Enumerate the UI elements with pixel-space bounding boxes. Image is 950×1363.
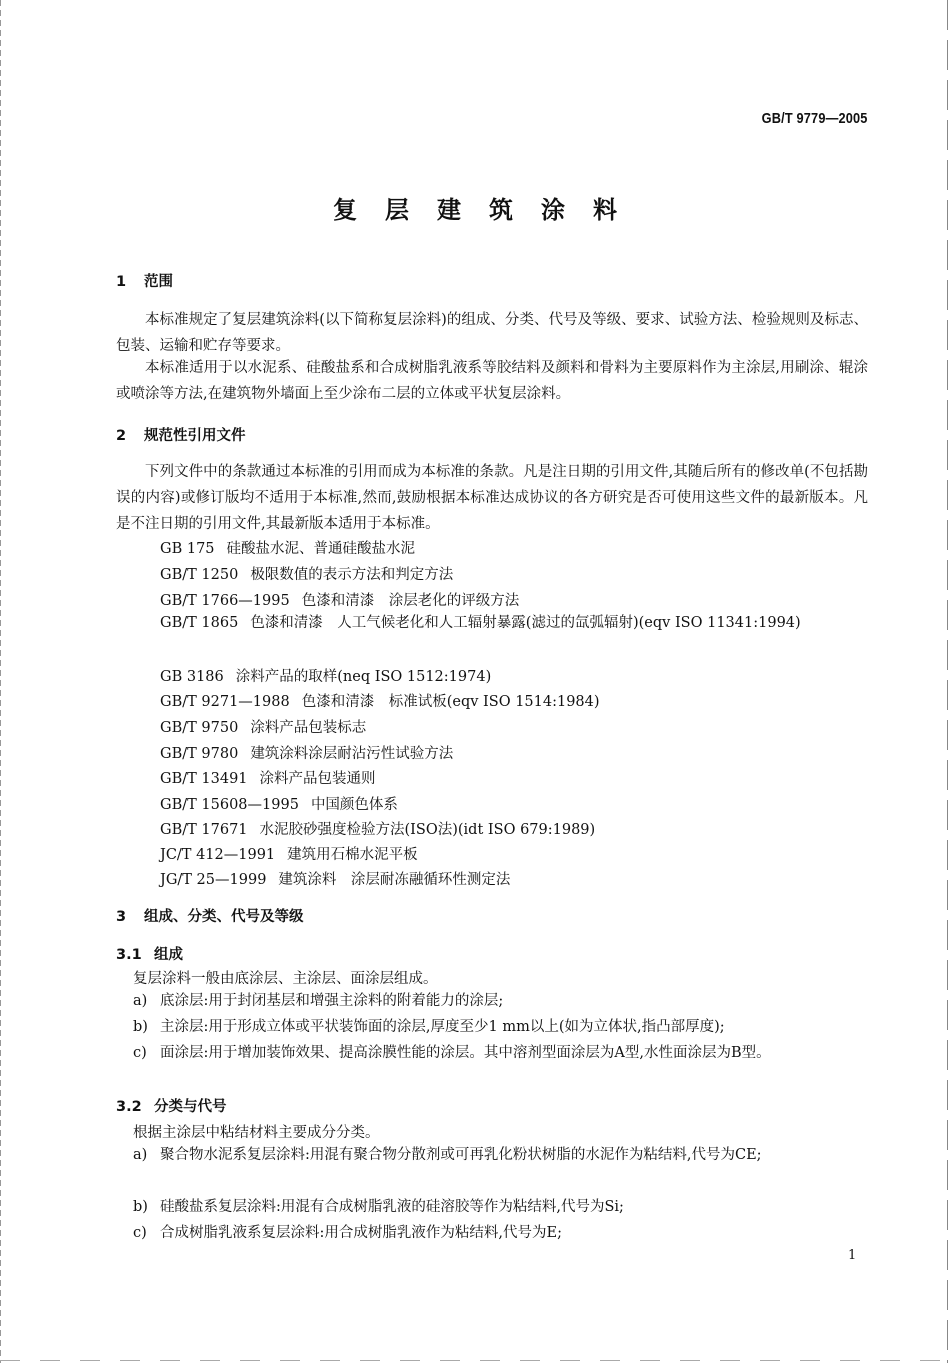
paragraph: 根据主涂层中粘结材料主要成分分类。	[133, 1125, 380, 1141]
reference-title: 色漆和清漆 标准试板(eqv ISO 1514:1984)	[301, 694, 600, 710]
reference-title: 色漆和清漆 人工气候老化和人工辐射暴露(滤过的氙弧辐射)(eqv ISO 11341:1994)	[250, 615, 801, 631]
list-label: c)	[133, 1045, 147, 1061]
reference-item	[160, 690, 600, 711]
reference-item	[116, 610, 868, 636]
subsection-number: 3.2	[116, 1099, 142, 1115]
reference-item	[160, 716, 366, 737]
paragraph: 本标准规定了复层建筑涂料(以下简称复层涂料)的组成、分类、代号及等级、要求、试验方法、检验规则及标志、包装、运输和贮存等要求。	[116, 312, 868, 354]
list-item	[133, 1194, 868, 1220]
list-text: 主涂层:用于形成立体或平状装饰面的涂层,厚度至少1 mm以上(如为立体状,指凸部厚度);	[160, 1019, 725, 1035]
list-text: 底涂层:用于封闭基层和增强主涂料的附着能力的涂层;	[160, 993, 504, 1009]
reference-code: JC/T 412—1991	[160, 847, 276, 863]
reference-item	[160, 868, 510, 889]
section-2-heading	[116, 424, 246, 445]
reference-code: GB/T 9271—1988	[160, 694, 290, 710]
reference-title: 水泥胶砂强度检验方法(ISO法)(idt ISO 679:1989)	[259, 822, 596, 838]
reference-item	[160, 742, 453, 763]
subsection-title: 分类与代号	[154, 1099, 227, 1115]
page-number: 1	[848, 1248, 857, 1263]
reference-code: GB/T 1865	[160, 615, 239, 631]
reference-code: GB/T 9780	[160, 746, 239, 762]
list-text: 聚合物水泥系复层涂料:用混有聚合物分散剂或可再乳化粉状树脂的水泥作为粘结料,代号为CE;	[160, 1147, 762, 1163]
section-number: 1	[116, 274, 127, 290]
section-title: 范围	[144, 274, 173, 290]
reference-code: GB/T 1250	[160, 567, 239, 583]
reference-code: JG/T 25—1999	[160, 872, 267, 888]
reference-title: 涂料产品包装标志	[250, 720, 367, 736]
list-text: 硅酸盐系复层涂料:用混有合成树脂乳液的硅溶胶等作为粘结料,代号为Si;	[160, 1199, 624, 1215]
subsection-title: 组成	[154, 947, 183, 963]
paragraph: 本标准适用于以水泥系、硅酸盐系和合成树脂乳液系等胶结料及颜料和骨料为主要原料作为主涂层,用刷涂、辊涂或喷涂等方法,在建筑物外墙面上至少涂布二层的立体或平状复层涂料。	[116, 360, 868, 402]
list-label: c)	[133, 1225, 147, 1241]
reference-title: 涂料产品的取样(neq ISO 1512:1974)	[235, 669, 492, 685]
reference-title: 极限数值的表示方法和判定方法	[250, 567, 454, 583]
reference-code: GB/T 9750	[160, 720, 239, 736]
document-title: 复层建筑涂料	[333, 196, 645, 224]
list-item	[133, 1220, 868, 1246]
reference-item	[160, 537, 415, 558]
subsection-number: 3.1	[116, 947, 142, 963]
reference-item	[160, 793, 398, 814]
reference-code: GB/T 15608—1995	[160, 797, 299, 813]
list-item	[133, 1040, 868, 1066]
reference-title: 建筑涂料涂层耐沾污性试验方法	[250, 746, 454, 762]
reference-item	[160, 589, 519, 610]
reference-item	[160, 665, 491, 686]
list-item	[133, 988, 868, 1014]
standard-code: GB/T 9779—2005	[762, 110, 868, 127]
list-item	[133, 1142, 868, 1168]
section-number: 3	[116, 909, 127, 925]
subsection-3-2-heading	[116, 1095, 227, 1116]
paragraph: 复层涂料一般由底涂层、主涂层、面涂层组成。	[133, 971, 438, 987]
section-number: 2	[116, 428, 127, 444]
section-1-heading	[116, 270, 173, 291]
list-label: b)	[133, 1019, 148, 1035]
list-label: a)	[133, 1147, 148, 1163]
scan-edge-bottom	[0, 1360, 950, 1361]
reference-code: GB 3186	[160, 669, 224, 685]
reference-item	[160, 767, 376, 788]
subsection-3-1-heading	[116, 943, 183, 964]
reference-item	[160, 818, 595, 839]
reference-title: 涂料产品包装通则	[259, 771, 376, 787]
reference-title: 建筑涂料 涂层耐冻融循环性测定法	[278, 872, 511, 888]
reference-code: GB/T 13491	[160, 771, 248, 787]
reference-title: 硅酸盐水泥、普通硅酸盐水泥	[226, 541, 416, 557]
paragraph: 下列文件中的条款通过本标准的引用而成为本标准的条款。凡是注日期的引用文件,其随后所有的修改单(不包括勘误的内容)或修订版均不适用于本标准,然而,鼓励根据本标准达成协议的各方研究是否可使用这些文件的最新版本。凡是不注日期的引用文件,其最新版本适用于本标准。	[116, 464, 868, 532]
section-title: 组成、分类、代号及等级	[144, 909, 304, 925]
reference-code: GB/T 17671	[160, 822, 248, 838]
reference-item	[160, 843, 418, 864]
reference-title: 色漆和清漆 涂层老化的评级方法	[301, 593, 520, 609]
reference-code: GB 175	[160, 541, 215, 557]
section-3-heading	[116, 905, 304, 926]
list-text: 合成树脂乳液系复层涂料:用合成树脂乳液作为粘结料,代号为E;	[160, 1225, 562, 1241]
reference-title: 中国颜色体系	[310, 797, 398, 813]
reference-code: GB/T 1766—1995	[160, 593, 290, 609]
section-title: 规范性引用文件	[144, 428, 246, 444]
list-label: b)	[133, 1199, 148, 1215]
list-label: a)	[133, 993, 148, 1009]
list-item	[133, 1014, 868, 1040]
reference-title: 建筑用石棉水泥平板	[287, 847, 418, 863]
list-text: 面涂层:用于增加装饰效果、提高涂膜性能的涂层。其中溶剂型面涂层为A型,水性面涂层为B型。	[160, 1045, 771, 1061]
reference-item	[160, 563, 453, 584]
